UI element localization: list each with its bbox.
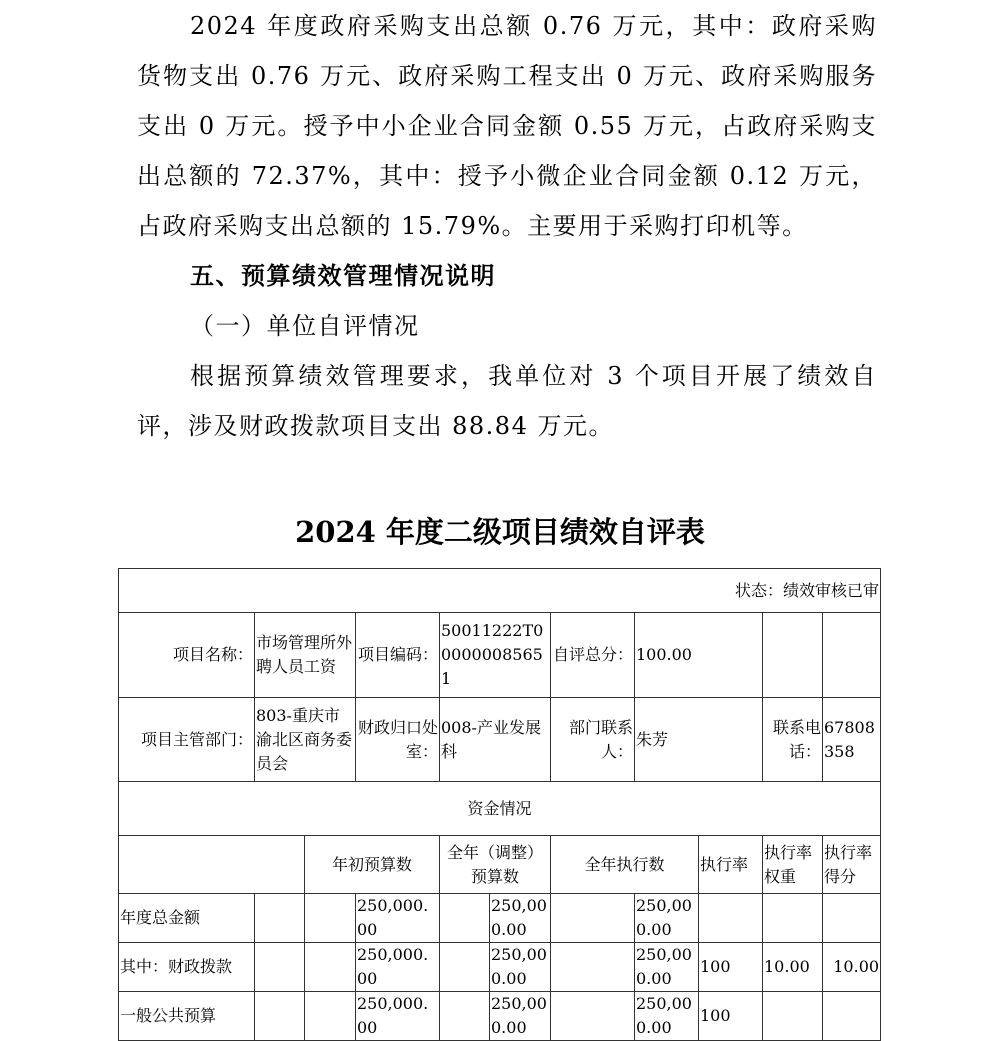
empty-cell bbox=[305, 992, 356, 1041]
code-label: 项目编码： bbox=[356, 613, 440, 698]
name-value: 市场管理所外聘人员工资 bbox=[255, 613, 356, 698]
weight-value bbox=[763, 894, 823, 943]
executed-value: 250,000.00 bbox=[635, 992, 699, 1041]
empty-cell bbox=[551, 894, 635, 943]
empty-cell bbox=[255, 992, 305, 1041]
empty-cell bbox=[763, 613, 823, 698]
empty-cell bbox=[119, 836, 305, 894]
empty-cell bbox=[440, 992, 490, 1041]
office-value: 008-产业发展科 bbox=[440, 698, 551, 782]
name-label: 项目名称： bbox=[119, 613, 255, 698]
empty-cell bbox=[551, 943, 635, 992]
col-adjusted: 全年（调整）预算数 bbox=[440, 836, 551, 894]
score-value: 100.00 bbox=[635, 613, 763, 698]
points-value bbox=[823, 992, 881, 1041]
table-row bbox=[119, 943, 881, 992]
empty-cell bbox=[255, 894, 305, 943]
contact-label: 部门联系人： bbox=[551, 698, 635, 782]
phone-label: 联系电话： bbox=[763, 698, 823, 782]
col-points: 执行率得分 bbox=[823, 836, 881, 894]
points-value bbox=[823, 894, 881, 943]
rate-value: 100 bbox=[699, 943, 763, 992]
table-row bbox=[119, 894, 881, 943]
subsection-heading: （一）单位自评情况 bbox=[190, 312, 420, 340]
empty-cell bbox=[255, 943, 305, 992]
dept-label: 项目主管部门： bbox=[119, 698, 255, 782]
col-rate: 执行率 bbox=[699, 836, 763, 894]
funds-header: 资金情况 bbox=[119, 782, 881, 836]
table-title: 2024 年度二级项目绩效自评表 bbox=[295, 515, 705, 549]
initial-value: 250,000.00 bbox=[356, 992, 440, 1041]
points-value: 10.00 bbox=[823, 943, 881, 992]
rate-value bbox=[699, 894, 763, 943]
section-heading: 五、预算绩效管理情况说明 bbox=[190, 261, 496, 290]
col-weight: 执行率权重 bbox=[763, 836, 823, 894]
office-label: 财政归口处室： bbox=[356, 698, 440, 782]
performance-table bbox=[118, 568, 881, 1041]
col-executed: 全年执行数 bbox=[551, 836, 699, 894]
score-label: 自评总分： bbox=[551, 613, 635, 698]
code-value: 50011222T000000085651 bbox=[440, 613, 551, 698]
adjusted-value: 250,000.00 bbox=[490, 943, 551, 992]
procurement-paragraph: 2024 年度政府采购支出总额 0.76 万元，其中：政府采购货物支出 0.76 万元、政府采购工程支出 0 万元、政府采购服务支出 0 万元。授予中小企业合同金额 0.55 万元，占政府采购支出总额的 72.37%，其中：授予小微企业合同金额 0.12 万元，占政府采购支出总额的 15.79%。主要用于采购打印机等。 bbox=[137, 12, 877, 240]
status-cell: 状态：绩效审核已审 bbox=[119, 569, 881, 613]
row-label: 年度总金额 bbox=[119, 894, 255, 943]
contact-value: 朱芳 bbox=[635, 698, 763, 782]
empty-cell bbox=[551, 992, 635, 1041]
rate-value: 100 bbox=[699, 992, 763, 1041]
table-row bbox=[119, 992, 881, 1041]
adjusted-value: 250,000.00 bbox=[490, 992, 551, 1041]
executed-value: 250,000.00 bbox=[635, 894, 699, 943]
empty-cell bbox=[440, 894, 490, 943]
initial-value: 250,000.00 bbox=[356, 894, 440, 943]
self-evaluation-paragraph: 根据预算绩效管理要求，我单位对 3 个项目开展了绩效自评，涉及财政拨款项目支出 88.84 万元。 bbox=[137, 362, 877, 440]
adjusted-value: 250,000.00 bbox=[490, 894, 551, 943]
empty-cell bbox=[440, 943, 490, 992]
col-initial: 年初预算数 bbox=[305, 836, 440, 894]
executed-value: 250,000.00 bbox=[635, 943, 699, 992]
row-label: 其中：财政拨款 bbox=[119, 943, 255, 992]
document-body bbox=[137, 0, 877, 451]
initial-value: 250,000.00 bbox=[356, 943, 440, 992]
phone-value: 67808358 bbox=[823, 698, 881, 782]
empty-cell bbox=[823, 613, 881, 698]
row-label: 一般公共预算 bbox=[119, 992, 255, 1041]
empty-cell bbox=[305, 943, 356, 992]
weight-value bbox=[763, 992, 823, 1041]
dept-value: 803-重庆市渝北区商务委员会 bbox=[255, 698, 356, 782]
empty-cell bbox=[305, 894, 356, 943]
weight-value: 10.00 bbox=[763, 943, 823, 992]
